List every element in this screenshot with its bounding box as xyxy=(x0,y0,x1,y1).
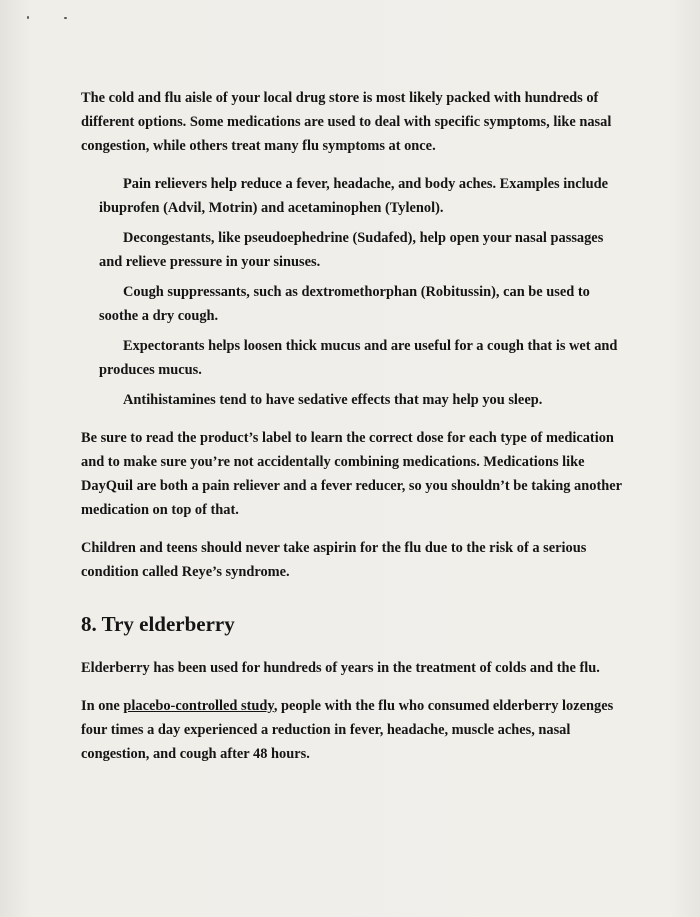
list-item-pain-relievers: Pain relievers help reduce a fever, headache, and body aches. Examples include ibuprofen (Advil, Motrin) and acetaminophen (Tylenol). xyxy=(99,176,609,216)
study-suffix: , people with the flu who consumed elderberry lozenges four times a day experienced a reduction in fever, headache, muscle aches, nasal congestion, and cough after 48 hours. xyxy=(81,698,614,762)
label-paragraph: Be sure to read the product’s label to learn the correct dose for each type of medication and to make sure you’re not accidentally combining medications. Medications like DayQuil are both a pain reliever and a fever reducer, so you shouldn’t be taking another medication on top of that. xyxy=(81,430,622,518)
intro-paragraph: The cold and flu aisle of your local drug store is most likely packed with hundreds of different options. Some medications are used to deal with specific symptoms, like nasal congestion, while others treat many flu symptoms at once. xyxy=(81,90,612,154)
aspirin-warning-paragraph: Children and teens should never take aspirin for the flu due to the risk of a serious condition called Reye’s syndrome. xyxy=(81,540,587,580)
section-heading: 8. Try elderberry xyxy=(81,612,235,636)
placebo-study-link[interactable]: placebo-controlled study xyxy=(123,698,274,714)
study-prefix: In one xyxy=(81,698,124,714)
elderberry-intro-paragraph: Elderberry has been used for hundreds of years in the treatment of colds and the flu. xyxy=(81,660,600,676)
list-item-expectorants: Expectorants helps loosen thick mucus and are useful for a cough that is wet and produces mucus. xyxy=(99,338,618,378)
document-body xyxy=(81,86,626,780)
study-paragraph xyxy=(81,694,626,766)
list-item-decongestants: Decongestants, like pseudoephedrine (Sudafed), help open your nasal passages and relieve pressure in your sinuses. xyxy=(99,230,604,270)
medication-list xyxy=(81,172,626,412)
scan-speck xyxy=(27,16,29,19)
list-item-cough-suppressants: Cough suppressants, such as dextromethorphan (Robitussin), can be used to soothe a dry cough. xyxy=(99,284,590,324)
list-item-antihistamines: Antihistamines tend to have sedative effects that may help you sleep. xyxy=(123,392,543,408)
scan-speck xyxy=(64,17,67,19)
